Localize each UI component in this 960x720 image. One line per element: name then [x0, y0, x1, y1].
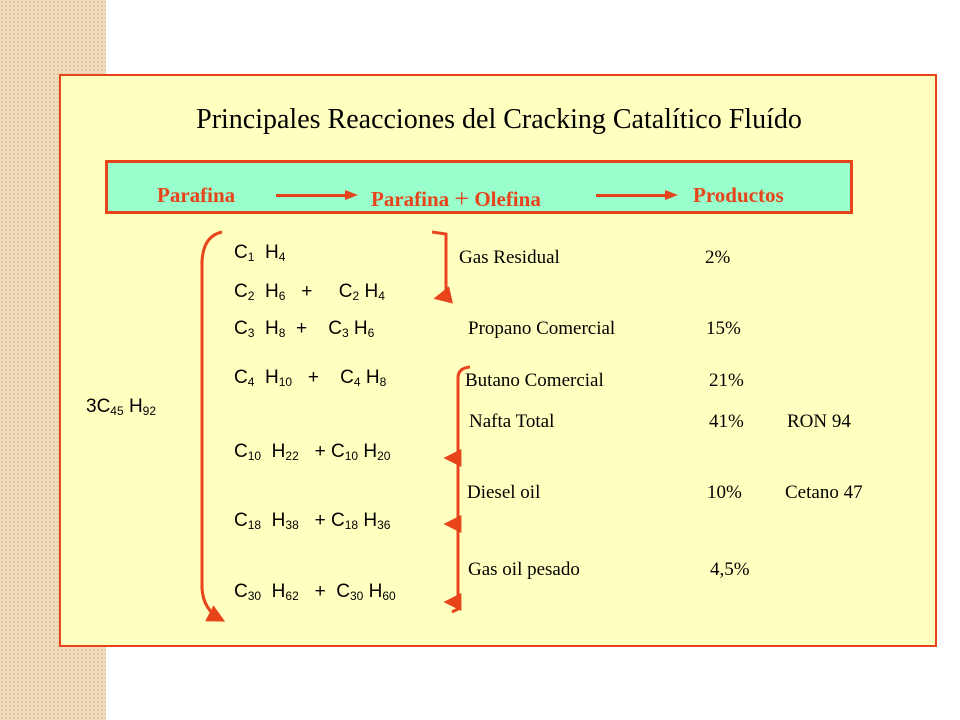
reaction-formula: $C_3$ $H_8$ + $C_3$ $H_6$ — [234, 318, 375, 340]
reaction-formula: $C_1$ $H_4$ — [234, 242, 286, 264]
product-percent: 15% — [706, 318, 741, 339]
product-percent: 21% — [709, 370, 744, 391]
liquid-bracket — [452, 367, 470, 612]
reaction-formula: $C_2$ $H_6$ + $C_2$ $H_4$ — [234, 281, 385, 303]
feed-formula: $3C_{45}$ $H_{92}$ — [86, 396, 157, 418]
gas-bracket — [432, 232, 446, 298]
reaction-formula: $C_{10}$ $H_{22}$ + $C_{10}$ $H_{20}$ — [234, 441, 391, 463]
product-percent: 4,5% — [710, 559, 750, 580]
product-percent: 41% — [709, 411, 744, 432]
product-spec: RON 94 — [787, 411, 851, 432]
product-name: Propano Comercial — [468, 318, 616, 339]
product-name: Gas oil pesado — [468, 559, 580, 580]
product-percent: 2% — [705, 247, 731, 268]
product-percent: 10% — [707, 482, 742, 503]
reaction-formula: $C_4$ $H_{10}$ + $C_4$ $H_8$ — [234, 367, 387, 389]
product-name: Nafta Total — [469, 411, 555, 432]
product-name: Diesel oil — [467, 482, 541, 503]
banner-paraffin-olefin-label: Parafina + Olefina — [371, 184, 541, 213]
left-brace — [202, 232, 222, 620]
reaction-formula: $C_{30}$ $H_{62}$ + $C_{30}$ $H_{60}$ — [234, 581, 396, 603]
product-spec: Cetano 47 — [785, 482, 863, 503]
diagram-title: Principales Reacciones del Cracking Catalítico Fluído — [196, 104, 802, 135]
product-name: Gas Residual — [459, 247, 560, 268]
banner-products-label: Productos — [693, 183, 784, 207]
product-name: Butano Comercial — [465, 370, 604, 391]
banner-paraffin-label: Parafina — [157, 183, 236, 207]
reaction-formula: $C_{18}$ $H_{38}$ + $C_{18}$ $H_{36}$ — [234, 510, 391, 532]
